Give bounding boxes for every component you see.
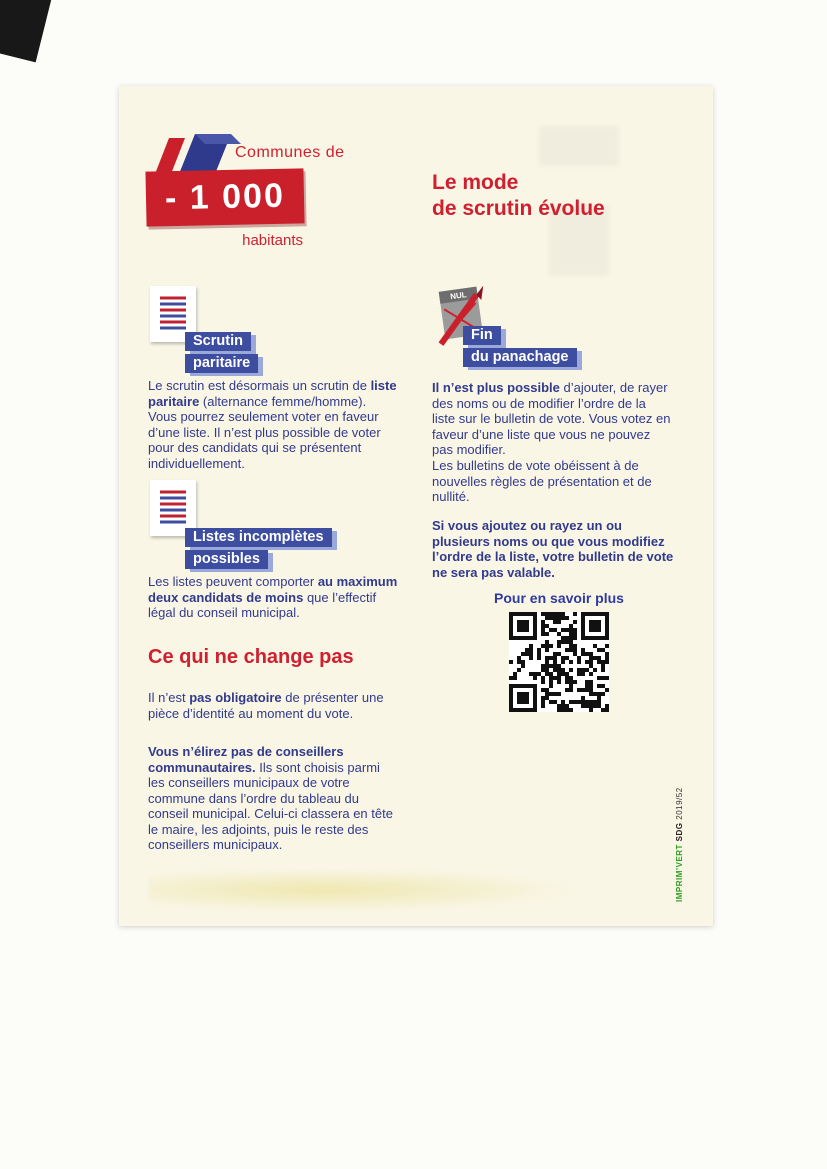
bleed-through-artifact [539, 126, 619, 166]
logo-communes-de-label: Communes de [235, 144, 345, 161]
text-segment: Ils sont choisis parmi les conseillers municipaux de votre commune dans l’ordre du tableau du conseil municipal. Celui-ci classera en tête le maire, les adjoints, puis le reste des conseillers municipaux. [148, 759, 393, 852]
text-segment-bold: Vous n’élirez pas de conseillers communautaires. [148, 744, 344, 775]
text-segment-bold: pas obligatoire [189, 690, 282, 705]
text-segment-bold: au maximum deux candidats de moins [148, 574, 398, 605]
imprimvert-label: IMPRIM’VERT [675, 844, 684, 902]
sdg-label: SDG [675, 822, 684, 842]
badge-scrutin-paritaire [185, 332, 258, 376]
badge-listes-incompletes [185, 528, 332, 572]
qr-code [509, 612, 609, 712]
scan-corner-artifact [0, 0, 55, 62]
text-segment: Il n’est [148, 690, 190, 705]
badge-du-panachage: du panachage [463, 348, 577, 367]
page-title [432, 170, 605, 222]
nul-label: NUL [449, 290, 468, 302]
text-segment: Le scrutin est désormais un scrutin de [148, 378, 371, 393]
section-heading-ce-qui-ne-change-pas: Ce qui ne change pas [148, 646, 354, 668]
text-segment-bold: Il n’est plus possible [432, 380, 560, 395]
panachage-paragraph-1 [432, 380, 672, 458]
text-segment: Les listes peuvent comporter [148, 574, 318, 589]
text-segment: d’ajouter, de rayer des noms ou de modifier l’ordre de la liste sur le bulletin de vote. Vous votez en faveur d’une liste que vous ne pouvez pas modifier. [432, 380, 671, 457]
printer-imprint [675, 772, 684, 902]
page-title-line1: Le mode [432, 171, 519, 194]
logo-habitants-label: habitants [242, 232, 303, 249]
panachage-paragraph-2: Les bulletins de vote obéissent à de nouvelles règles de présentation et de nullité. [432, 458, 652, 504]
badge-listes: Listes incomplètes [185, 528, 332, 547]
badge-paritaire: paritaire [185, 354, 258, 373]
page-title-line2: de scrutin évolue [432, 197, 605, 220]
logo-number: - 1 000 [164, 176, 286, 218]
text-segment: (alternance femme/homme). Vous pourrez seulement voter en faveur d’une liste. Il n’est plus possible de voter pour des candidats qui se présentent individuellement. [148, 393, 381, 471]
badge-scrutin: Scrutin [185, 332, 251, 351]
flyer-page [119, 86, 713, 926]
scan-smudge-artifact [149, 868, 579, 912]
change-paragraph-2 [148, 744, 400, 853]
panachage-warning-paragraph: Si vous ajoutez ou rayez un ou plusieurs noms ou que vous modifiez l’ordre de la liste, votre bulletin de vote ne sera pas valable. [432, 518, 674, 580]
listes-incompletes-paragraph [148, 574, 400, 621]
badge-possibles: possibles [185, 550, 268, 569]
logo-banner [145, 168, 304, 226]
badge-fin-panachage [463, 326, 577, 370]
imprint-number: 2019/52 [675, 787, 684, 820]
text-segment: que l’effectif légal du conseil municipal. [148, 589, 377, 620]
text-segment: de présenter une pièce d’identité au moment du vote. [148, 690, 384, 721]
change-paragraph-1 [148, 690, 388, 721]
badge-fin: Fin [463, 326, 501, 345]
pour-en-savoir-plus-label: Pour en savoir plus [494, 590, 624, 606]
scrutin-paritaire-paragraph [148, 378, 398, 471]
text-segment-bold: liste paritaire [148, 378, 397, 409]
